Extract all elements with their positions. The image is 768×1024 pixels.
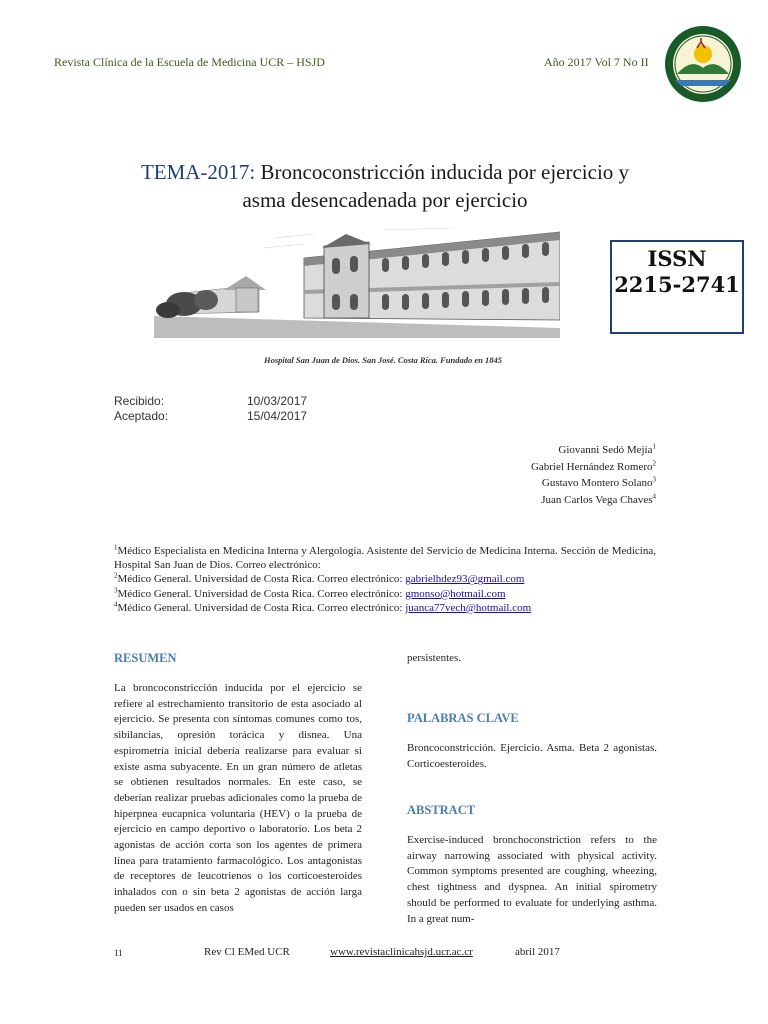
palabras-clave-heading: PALABRAS CLAVE [407, 711, 519, 725]
affiliation-sup: 3 [114, 585, 118, 594]
affiliations [114, 544, 656, 615]
university-seal-icon [663, 24, 743, 104]
affiliation-item [114, 544, 656, 572]
abstract-heading: ABSTRACT [407, 803, 476, 817]
photo-caption: Hospital San Juan de Dios. San José. Costa Rica. Fundado en 1845 [263, 355, 503, 365]
footer-journal: Rev Cl EMed UCR [204, 946, 290, 958]
article-title [80, 158, 690, 214]
affiliation-sup: 4 [114, 600, 118, 609]
affiliation-sup: 1 [114, 543, 118, 552]
affiliation-item [114, 572, 656, 586]
resumen-heading: RESUMEN [114, 651, 177, 665]
title-line-1: Broncoconstricción inducida por ejercicio y [260, 160, 630, 184]
email-link[interactable]: gmonso@hotmail.com [405, 587, 506, 600]
author-sup: 3 [652, 475, 656, 484]
author-entry [531, 459, 656, 476]
issue-info: Año 2017 Vol 7 No II [544, 55, 649, 69]
resumen-body: La broncoconstricción inducida por el ejercicio se refiere al estrechamiento transitorio de esta asociado al ejercicio. Se presenta con síntomas comunes como tos, sibilancias, opresión torácica y disnea. Una espirometría inicial debería realizarse para evaluar si existe asma subyacente. En un gran número de atletas se obtienen resultados normales. En este caso, se deberían realizar pruebas adicionales como la prueba de hiperpnea eucapnica voluntaria (HEV) o la prueba de ejercicio en campo deportivo o laboratorio. Los beta 2 agonistas de acción corta son los agentes de primera línea para tratamiento farmacológico. Los antagonistas de receptores de leucotrienos o los corticoesteroides inhalados con o sin beta 2 agonistas de acción larga pueden ser usados en casos [114, 682, 362, 914]
affiliation-item [114, 601, 656, 615]
received-label: Recibido: [114, 394, 165, 408]
footer-date: abril 2017 [515, 946, 560, 958]
accepted-label: Aceptado: [114, 409, 169, 423]
author-list [531, 442, 656, 508]
accepted-date: 15/04/2017 [247, 409, 308, 423]
page-number: 11 [114, 948, 123, 958]
dates-block [114, 394, 307, 424]
author-entry [531, 442, 656, 459]
email-link[interactable]: juanca77vech@hotmail.com [405, 601, 532, 614]
affiliation-text: Médico General. Universidad de Costa Rica. Correo electrónico: [117, 601, 406, 614]
hospital-illustration [154, 228, 560, 338]
abstract-body: Exercise-induced bronchoconstriction refers to the airway narrowing associated with physical activity. Common symptoms presented are coughing, wheezing, chest tightness and dyspnea. An initial spirometry should be performed to evaluate for underlying asthma. In a great num- [407, 834, 657, 925]
author-sup: 2 [652, 458, 656, 467]
issn-number: 2215-2741 [614, 272, 740, 297]
author-name: Juan Carlos Vega Chaves [541, 493, 653, 506]
affiliation-text: Médico General. Universidad de Costa Rica. Correo electrónico: [117, 587, 406, 600]
received-date: 10/03/2017 [247, 394, 308, 408]
title-line-2: asma desencadenada por ejercicio [242, 188, 528, 212]
author-name: Gustavo Montero Solano [541, 477, 653, 489]
author-entry [531, 492, 656, 509]
affiliation-sup: 2 [114, 571, 118, 580]
affiliation-text: Médico General. Universidad de Costa Rica. Correo electrónico: [117, 573, 406, 586]
email-link[interactable]: gabrielhdez93@gmail.com [405, 573, 525, 586]
title-prefix: TEMA-2017: [140, 160, 256, 184]
journal-header-title: Revista Clínica de la Escuela de Medicina UCR – HSJD [54, 55, 325, 69]
issn-label: ISSN [647, 246, 707, 271]
affiliation-item [114, 587, 656, 601]
author-sup: 4 [652, 491, 656, 500]
affiliation-text: Médico Especialista en Medicina Interna y Alergología. Asistente del Servicio de Medicina Interna. Sección de Medicina, Hospital San Juan de Dios. Correo electrónico: [114, 545, 656, 572]
resumen-continuation: persistentes. [407, 652, 462, 664]
author-name: Giovanni Sedó Mejía [558, 444, 653, 456]
palabras-clave-body: Broncoconstricción. Ejercicio. Asma. Beta 2 agonistas. Corticoesteroides. [407, 742, 657, 770]
author-name: Gabriel Hernández Romero [530, 460, 653, 473]
author-sup: 1 [652, 442, 656, 451]
author-entry [531, 475, 656, 492]
issn-box [610, 240, 744, 334]
footer-url-link[interactable]: www.revistaclinicahsjd.ucr.ac.cr [330, 946, 473, 958]
